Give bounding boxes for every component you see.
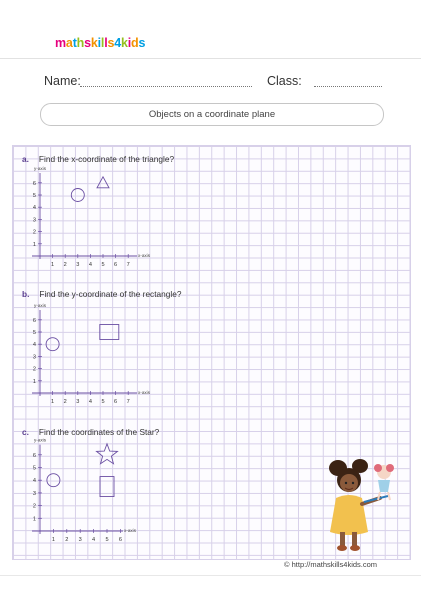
y-tick-label: 3 (32, 354, 36, 361)
y-axis-label: y-axis (34, 165, 46, 171)
y-tick-label: 6 (32, 180, 36, 187)
y-tick-label: 1 (32, 516, 36, 523)
y-tick-label: 4 (32, 205, 36, 212)
y-tick-label: 1 (32, 378, 36, 385)
logo-letter: l (104, 36, 108, 50)
circle-shape (47, 474, 60, 487)
x-tick-label: 6 (114, 262, 118, 268)
name-label: Name: (44, 74, 81, 88)
x-tick-label: 5 (105, 537, 109, 543)
x-tick-label: 2 (65, 537, 69, 543)
question-text: Find the x-coordinate of the triangle? (38, 154, 175, 164)
x-tick-label: 3 (78, 537, 82, 543)
y-tick-label: 3 (32, 217, 36, 224)
logo-letter: s (107, 36, 115, 50)
logo-letter: i (97, 36, 101, 50)
class-label: Class: (267, 74, 302, 88)
rectangle-shape (100, 325, 119, 340)
triangle-shape (97, 177, 109, 188)
x-tick-label: 3 (76, 399, 80, 405)
logo-letter: m (55, 36, 66, 50)
x-tick-label: 2 (63, 399, 67, 405)
logo-letter: s (138, 36, 146, 50)
logo-letter: i (127, 36, 132, 50)
question-text: Find the y-coordinate of the rectangle? (39, 289, 182, 299)
x-tick-label: 6 (114, 399, 118, 405)
logo-letter: t (72, 36, 77, 50)
y-tick-label: 2 (32, 229, 36, 236)
y-tick-label: 2 (32, 366, 36, 373)
y-tick-label: 6 (32, 452, 36, 459)
girl-holding-doll-illustration (318, 454, 398, 554)
footer-copyright: © http://mathskills4kids.com (284, 560, 378, 569)
x-axis-label: x-axis (138, 390, 150, 395)
y-tick-label: 3 (32, 490, 36, 497)
footer-divider (0, 575, 421, 576)
logo-letter: a (65, 36, 73, 50)
x-axis-label: x-axis (138, 253, 150, 258)
y-tick-label: 1 (32, 241, 36, 248)
logo-letter: k (121, 36, 128, 50)
question-letter: a. (22, 154, 29, 164)
x-tick-label: 7 (126, 262, 130, 268)
y-tick-label: 5 (32, 330, 36, 336)
logo-letter: h (76, 36, 85, 50)
y-tick-label: 5 (32, 193, 36, 199)
x-tick-label: 2 (63, 262, 67, 268)
logo-letter: 4 (114, 36, 121, 50)
logo-letter: s (84, 36, 91, 50)
x-axis-label: x-axis (124, 528, 136, 533)
question-letter: c. (22, 427, 29, 437)
worksheet-title: Objects on a coordinate plane (40, 103, 384, 126)
y-tick-label: 4 (32, 342, 36, 349)
x-tick-label: 4 (88, 399, 92, 405)
logo-letter: l (100, 36, 105, 50)
logo-letter: d (131, 36, 139, 50)
circle-shape (71, 189, 84, 202)
question-letter: b. (22, 289, 30, 299)
y-tick-label: 5 (32, 465, 36, 472)
x-tick-label: 1 (51, 262, 55, 268)
y-tick-label: 2 (32, 503, 36, 510)
rectangle-shape (100, 477, 114, 497)
y-tick-label: 6 (32, 317, 36, 324)
star-shape (97, 444, 118, 464)
x-tick-label: 4 (92, 537, 96, 543)
y-axis-label: y-axis (34, 437, 46, 443)
x-tick-label: 7 (126, 399, 130, 405)
x-tick-label: 3 (76, 262, 80, 268)
question-text: Find the coordinates of the Star? (38, 427, 160, 437)
y-axis-label: y-axis (34, 302, 46, 308)
logo-letter: k (90, 36, 98, 50)
x-tick-label: 5 (101, 262, 105, 268)
circle-shape (46, 338, 59, 351)
x-tick-label: 5 (101, 399, 105, 405)
x-tick-label: 6 (118, 537, 122, 543)
x-tick-label: 1 (51, 537, 55, 543)
y-tick-label: 4 (32, 478, 36, 485)
x-tick-label: 4 (88, 262, 92, 268)
x-tick-label: 1 (51, 399, 55, 405)
